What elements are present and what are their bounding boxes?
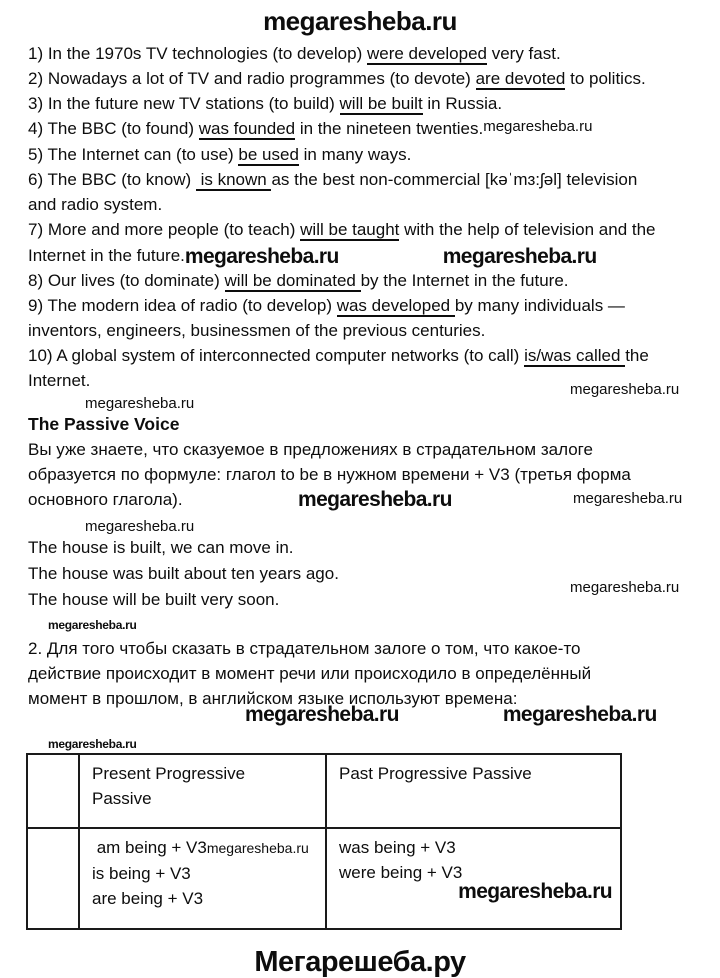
footer-title: Мегарешеба.ру [254,946,466,978]
text-line [339,761,616,786]
table-cell-present-forms [79,828,326,929]
text-line [28,217,720,242]
text-line [28,268,720,293]
watermark: megaresheba.ru [298,488,452,511]
text-segment: by the Internet in the future. [360,271,569,290]
text-segment: 1) In the 1970s TV technologies (to develop) [28,44,367,63]
text-line [28,91,720,116]
text-line [28,318,720,343]
table-cell-empty [27,828,79,929]
table-header-present-progressive [79,754,326,828]
text-segment: am being + V3 [92,838,207,857]
underlined-answer: is known [195,170,272,189]
watermark: megaresheba.ru [570,579,680,596]
watermark: megaresheba.ru [573,490,683,507]
text-segment: 5) The Internet can (to use) [28,145,239,164]
watermark: megaresheba.ru [502,703,657,726]
text-segment: by many individuals — [454,296,625,315]
watermark-row [28,396,720,412]
text-segment: 9) The modern idea of radio (to develop) [28,296,337,315]
text-segment: The house will be built very soon. [28,590,280,609]
text-segment: Past Progressive Passive [339,764,532,783]
text-line [92,861,321,886]
watermark: megaresheba.ru [245,703,399,726]
example-sentences [28,535,720,613]
text-segment: 10) A global system of interconnected computer networks (to call) [28,346,525,365]
text-segment: and radio system. [28,195,163,214]
watermark: megaresheba.ru [48,737,137,751]
text-segment: 4) The BBC (to found) [28,119,199,138]
text-line [92,886,321,911]
underlined-answer: was founded [198,119,296,138]
page-content [0,41,720,930]
document-page [0,6,720,978]
text-segment: 6) The BBC (to know) [28,170,196,189]
text-line [28,535,720,561]
exercise-list [28,41,720,393]
watermark-row [28,519,720,535]
underlined-answer: will be built [339,94,423,113]
text-segment: 2) Nowadays a lot of TV and radio programmes (to devote) [28,69,476,88]
text-segment: very fast. [487,44,561,63]
text-line [92,835,321,861]
watermark-row [28,618,720,632]
table-cell-past-forms [326,828,621,929]
text-segment: with the help of television and the [399,220,656,239]
text-segment: Internet. [28,371,91,390]
text-segment: are being + V3 [92,889,204,908]
text-line [28,661,720,686]
text-line [28,66,720,91]
text-segment: is being + V3 [92,864,191,883]
watermark: megaresheba.ru [570,381,680,398]
text-segment: 3) In the future new TV stations (to build) [28,94,340,113]
watermark: megaresheba.ru [85,395,195,412]
text-segment: The house was built about ten years ago. [28,564,339,583]
text-line [92,786,321,811]
text-segment: was being + V3 [339,838,456,857]
underlined-answer: is/was called [524,346,626,365]
text-line [28,142,720,167]
text-line [28,116,720,142]
text-segment: действие происходит в момент речи или происходило в определённый [28,664,592,683]
underlined-answer: will be taught [300,220,400,239]
watermark: megaresheba.ru [458,880,612,903]
text-line [339,835,616,860]
text-segment: Internet in the future. [28,246,185,265]
underlined-answer: was developed [336,296,455,315]
watermark: megaresheba.ru [184,245,339,268]
watermark: megaresheba.ru [85,518,195,535]
underlined-answer: are devoted [475,69,566,88]
text-segment: inventors, engineers, businessmen of the previous centuries. [28,321,486,340]
text-line [28,462,720,487]
text-segment: were being + V3 [339,863,463,882]
underlined-answer: will be dominated [224,271,361,290]
table-header-past-progressive [326,754,621,828]
watermark: megaresheba.ru [442,245,597,268]
text-line [28,293,720,318]
text-segment: 7) More and more people (to teach) [28,220,301,239]
watermark: megaresheba.ru [483,118,593,135]
text-segment: in many ways. [298,145,412,164]
text-segment: образуется по формуле: глагол to be в нужном времени + V3 (третья форма [28,465,631,484]
text-segment: The house is built, we can move in. [28,538,294,557]
text-line [28,41,720,66]
underlined-answer: were developed [366,44,487,63]
text-segment: Passive [92,789,152,808]
text-segment: in Russia. [422,94,503,113]
text-line [28,167,720,192]
text-segment: 2. Для того чтобы сказать в страдательном залоге о том, что какое-то [28,639,581,658]
text-segment: in the nineteen twenties. [295,119,484,138]
watermark-row [28,737,720,751]
usage-paragraph [28,636,720,711]
tense-table [26,753,622,930]
text-line [28,343,720,368]
text-line [28,242,720,268]
text-segment: основного глагола). [28,490,183,509]
watermark: megaresheba.ru [48,618,137,632]
text-segment: момент в прошлом, в английском языке используют времена: [28,689,518,708]
section-heading: The Passive Voice [28,414,180,434]
text-segment: to politics. [565,69,646,88]
text-line [28,192,720,217]
text-segment: as the best non-commercial [kəˈmɜ:ʃəl] television [271,170,638,189]
table-cell-empty [27,754,79,828]
text-line [28,437,720,462]
page-title: megaresheba.ru [263,6,457,36]
text-segment: Present Progressive [92,764,246,783]
text-segment: the [625,346,649,365]
text-line [92,761,321,786]
text-line [28,636,720,661]
text-segment: Вы уже знаете, что сказуемое в предложениях в страдательном залоге [28,440,593,459]
underlined-answer: be used [238,145,299,164]
watermark-row [28,703,720,729]
watermark: megaresheba.ru [206,840,309,856]
text-segment: 8) Our lives (to dominate) [28,271,225,290]
